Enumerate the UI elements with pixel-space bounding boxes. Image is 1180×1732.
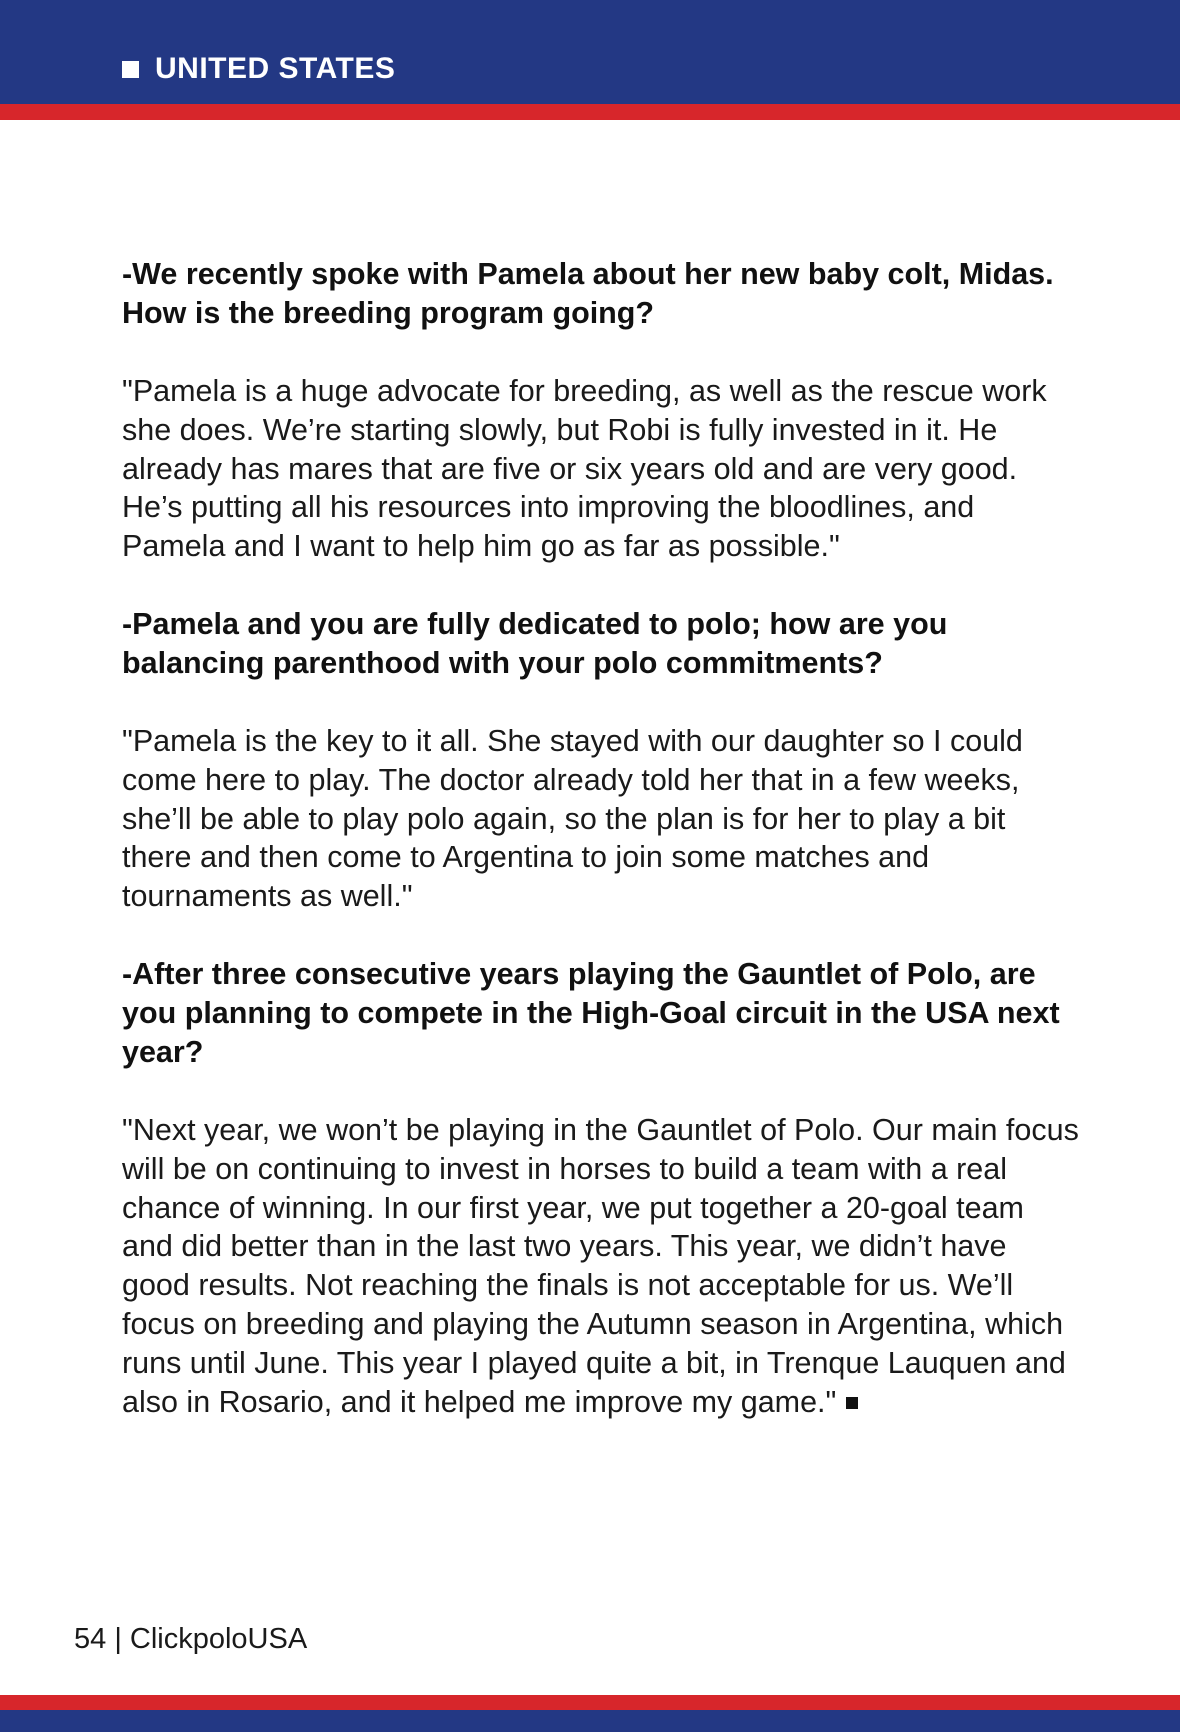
header-stripe xyxy=(0,104,1180,120)
square-bullet-icon xyxy=(122,61,139,78)
footer-bar xyxy=(0,1710,1180,1732)
section-label xyxy=(122,49,395,89)
section-label-text: UNITED STATES xyxy=(155,52,396,85)
answer-2: "Pamela is the key to it all. She stayed with our daughter so I could come here to play. The doctor already told her that in a few weeks, she’ll be able to play polo again, so the plan is for her to play a bit there and then come to Argentina to join some matches and tournaments as well." xyxy=(122,723,1023,914)
question-1: -We recently spoke with Pamela about her new baby colt, Midas. How is the breeding program going? xyxy=(122,257,1054,330)
page-footer-label: 54 | ClickpoloUSA xyxy=(74,1623,308,1655)
question-3: -After three consecutive years playing the Gauntlet of Polo, are you planning to compete in the High-Goal circuit in the USA next year? xyxy=(122,956,1060,1069)
question-2: -Pamela and you are fully dedicated to polo; how are you balancing parenthood with your polo commitments? xyxy=(122,606,948,680)
answer-3-text: "Next year, we won’t be playing in the Gauntlet of Polo. Our main focus will be on continuing to invest in horses to build a team with a real chance of winning. In our first year, we put together a 20-goal team and did better than in the last two years. This year, we didn’t have good results. Not reaching the finals is not acceptable for us. We’ll focus on breeding and playing the Autumn season in Argentina, which runs until June. This year I played quite a bit, in Trenque Lauquen and also in Rosario, and it helped me improve my game." xyxy=(122,1112,1079,1419)
answer-3 xyxy=(122,1111,1082,1421)
end-of-article-icon xyxy=(846,1397,858,1409)
footer-stripe xyxy=(0,1695,1180,1710)
answer-1: "Pamela is a huge advocate for breeding, as well as the rescue work she does. We’re starting slowly, but Robi is fully invested in it. He already has mares that are five or six years old and are very good. He’s putting all his resources into improving the bloodlines, and Pamela and I want to help him go as far as possible." xyxy=(122,374,1047,564)
article-body xyxy=(122,255,1082,1421)
